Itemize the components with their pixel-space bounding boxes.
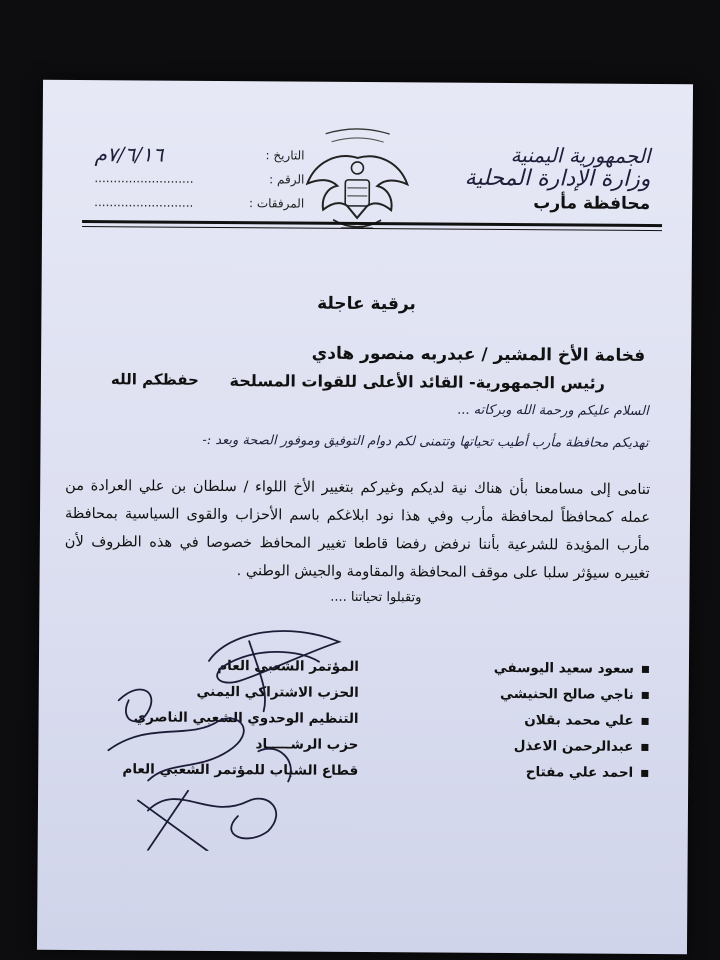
signatory-name: ناجي صالح الحنيشي: [500, 685, 634, 703]
attachments-label: المرفقات :: [248, 196, 305, 211]
signatory-row: [448, 707, 648, 734]
signatory-row: [448, 759, 648, 786]
bullet-icon: [641, 769, 648, 776]
bullet-icon: [642, 691, 649, 698]
handwritten-signatures: [88, 600, 360, 852]
date-value: ٧/٦/١٦م: [94, 142, 164, 167]
bullet-icon: [642, 665, 649, 672]
signatory-name: عبدالرحمن الاعذل: [513, 738, 634, 755]
letterhead: [464, 143, 650, 216]
bullet-icon: [641, 743, 648, 750]
signatory-name: سعود سعيد اليوسفي: [493, 659, 635, 677]
governorate-name: محافظة مأرب: [533, 193, 651, 214]
republic-name: الجمهورية اليمنية: [510, 143, 651, 168]
party-name: التنظيم الوحدوي الشعبي الناصري: [133, 709, 359, 727]
greeting: السلام عليكم ورحمة الله وبركاته ...: [457, 402, 649, 419]
recipient-title: رئيس الجمهورية- القائد الأعلى للقوات المسلحة: [229, 371, 606, 393]
letter-sheet: [37, 80, 693, 955]
bullet-icon: [642, 717, 649, 724]
closing-line: وتقبلوا تحياتنا ....: [330, 589, 422, 606]
document-meta: التاريخ : ٧/٦/١٦م الرقم : .......................... المرفقات : ..........................: [94, 142, 304, 215]
signatory-names: [448, 655, 649, 786]
letter-body: تنامى إلى مسامعنا بأن هناك نية لديكم وغيركم بتغيير الأخ اللواء / سلطان بن علي العرادة من عمله كمحافظاً لمحافظة مأرب وفي هذا نود ابلاغكم باسم الأحزاب والقوى السياسية بمحافظة مأرب المؤيدة للشرعية بأننا نرفض رفضا قاطعا تغيير المحافظ خصوصا في هذه الظروف لأن تغييره سيؤثر سلبا على موقف المحافظة والمقاومة والجيش الوطني .: [64, 477, 651, 582]
party-name: المؤتمر الشعبي العام: [217, 657, 360, 675]
honorific: حفظكم الله: [110, 370, 199, 389]
number-label: الرقم :: [269, 172, 305, 187]
party-name: حزب الرشـــــاد: [255, 736, 359, 753]
signatory-name: علي محمد بقلان: [524, 712, 634, 729]
party-name: الحزب الاشتراكي اليمني: [196, 683, 359, 701]
signatory-row: [449, 681, 649, 708]
party-name: قطاع الشباب للمؤتمر الشعبي العام: [122, 761, 359, 779]
yemen-eagle-emblem-icon: [297, 122, 418, 253]
signatory-row: [448, 733, 648, 760]
signatory-name: احمد علي مفتاح: [525, 764, 634, 781]
intro-line: تهديكم محافظة مأرب أطيب تحياتها وتتمنى لكم دوام التوفيق وموفور الصحة وبعد :-: [202, 432, 649, 451]
ministry-name: وزارة الإدارة المحلية: [464, 165, 651, 192]
recipient-name: فخامة الأخ المشير / عبدربه منصور هادي: [311, 343, 646, 366]
document-title: برقية عاجلة: [317, 293, 416, 315]
signatory-row: [449, 655, 649, 682]
date-label: التاريخ :: [265, 148, 305, 163]
